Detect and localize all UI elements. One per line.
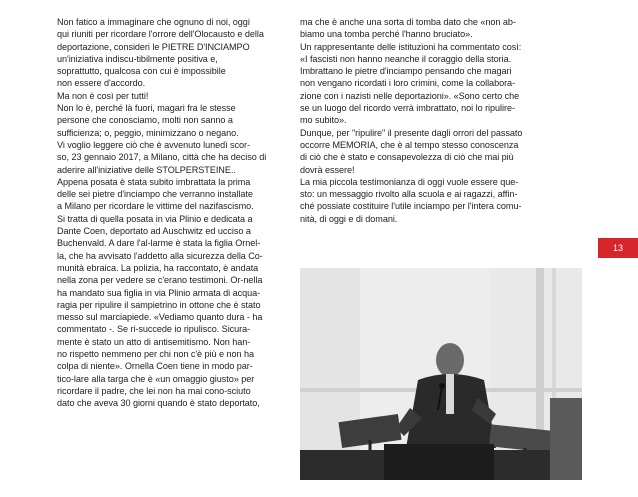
right-column-line: zione con i nazisti nelle deportazioni». «Sono certo che [300, 90, 520, 101]
left-column-line: dato che aveva 30 giorni quando è stato deportato, [57, 398, 260, 409]
left-column-line: ha mandato sua figlia in via Plinio armata di acqua- [57, 287, 261, 298]
right-column-line: nità, di oggi e di domani. [300, 213, 398, 224]
left-column-line: mente è stato un atto di antisemitismo. Non han- [57, 336, 251, 347]
left-column-line: persone che conosciamo, molti non sanno a [57, 115, 233, 126]
right-column-line: Dunque, per "ripulire" il presente dagli orrori del passato [300, 127, 523, 138]
left-column-line: Appena posata è stata subito imbrattata la prima [57, 176, 251, 187]
left-column-line: la, che ha avvisato l'addetto alla sicurezza della Co- [57, 250, 263, 261]
left-column-line: Non fatico a immaginare che ognuno di noi, oggi [57, 17, 250, 27]
left-column-line: a Milano per ricordare le vittime del nazifascismo. [57, 201, 254, 212]
right-column-line: dovrà essere! [300, 164, 355, 175]
right-column-line: ma che è anche una sorta di tomba dato che «non ab- [300, 17, 516, 27]
right-column-line: biamo una tomba perché l'hanno bruciato». [300, 29, 473, 40]
page-number-tab [598, 238, 638, 258]
right-column-line: «I fascisti non hanno neanche il coraggio della storia. [300, 53, 512, 64]
left-column-line: Buchenvald. A dare l'al-larme è stata la figlia Ornel- [57, 238, 261, 249]
right-column-line: Imbrattano le pietre d'inciampo pensando che magari [300, 66, 512, 77]
left-column-line: Non lo è, perché là fuori, magari fra le stesse [57, 103, 236, 114]
right-column-line: se un luogo del ricordo verrà imbrattato, noi lo ripulire- [300, 103, 515, 114]
page-number: 13 [612, 243, 623, 253]
left-column-line: soprattutto, qualcosa con cui è impossibile [57, 66, 226, 77]
left-column-line: qui riuniti per ricordare l'orrore dell'Olocausto e della [57, 29, 264, 40]
left-column-line: sufficienza; o, peggio, minimizzano o negano. [57, 127, 239, 138]
left-column-line: Dante Coen, deportato ad Auschwitz ed ucciso a [57, 226, 251, 237]
left-column-line: Ma non è così per tutti! [57, 90, 149, 101]
left-column-line: ricordare il padre, che lei non ha mai cono-sciuto [57, 385, 251, 396]
left-column-line: messo sul marciapiede. «Vediamo quanto dura - ha [57, 312, 263, 323]
left-column-line: tico-lare alla targa che è «un omaggio giusto» per [57, 373, 255, 384]
left-column-line: Si tratta di quella posata in via Plinio e dedicata a [57, 213, 253, 224]
right-column-line: Un rappresentante delle istituzioni ha commentato così: [300, 41, 522, 52]
left-column-line: delle sei pietre d'inciampo che verranno installate [57, 189, 253, 200]
left-column-line: Vi voglio leggere ciò che è avvenuto lunedì scor- [57, 139, 251, 150]
right-column-line: mo subito». [300, 115, 347, 126]
right-column-line: ché possiate costituire l'utile inciampo per l'intera comu- [300, 201, 522, 212]
left-column-line: colpa di niente». Ornella Coen tiene in modo par- [57, 361, 253, 372]
right-column-line: di ciò che è stato e consapevolezza di ciò che mai più [300, 152, 514, 163]
left-text-column [57, 16, 289, 410]
left-column-line: deportazione, consideri le PIETRE D'INCIAMPO [57, 41, 250, 52]
left-column-line: un'iniziativa indiscu-tibilmente positiva e, [57, 53, 218, 64]
left-column-line: munità ebraica. La polizia, ha raccontato, è andata [57, 262, 259, 273]
left-column-line: no rispetto nemmeno per chi non c'è più e non ha [57, 349, 255, 360]
left-column-line: so, 23 gennaio 2017, a Milano, città che ha deciso di [57, 152, 267, 163]
left-column-line: ragia per ripulire il sampietrino in ottone che è stato [57, 299, 261, 310]
right-column-line: sto: un messaggio rivolto alla scuola e ai ragazzi, affin- [300, 189, 518, 200]
left-column-line: commentato -. Se ri-succede io ripulisco. Sicura- [57, 324, 251, 335]
left-column-line: nella zona per vedere se c'erano testimoni. Or-nella [57, 275, 263, 286]
right-column-line: La mia piccola testimonianza di oggi vuole essere que- [300, 176, 519, 187]
right-column-line: non vengano ricordati i loro crimini, come la collabora- [300, 78, 516, 89]
left-column-line: aderire all'iniziative delle STOLPERSTEINE.. [57, 164, 236, 175]
right-text-column [300, 16, 582, 225]
speaker-photo-image [300, 268, 582, 480]
left-column-line: non essere d'accordo. [57, 78, 146, 89]
right-column-line: occorre MEMORIA, che è al tempo stesso conoscenza [300, 139, 519, 150]
speaker-photo [300, 268, 582, 480]
